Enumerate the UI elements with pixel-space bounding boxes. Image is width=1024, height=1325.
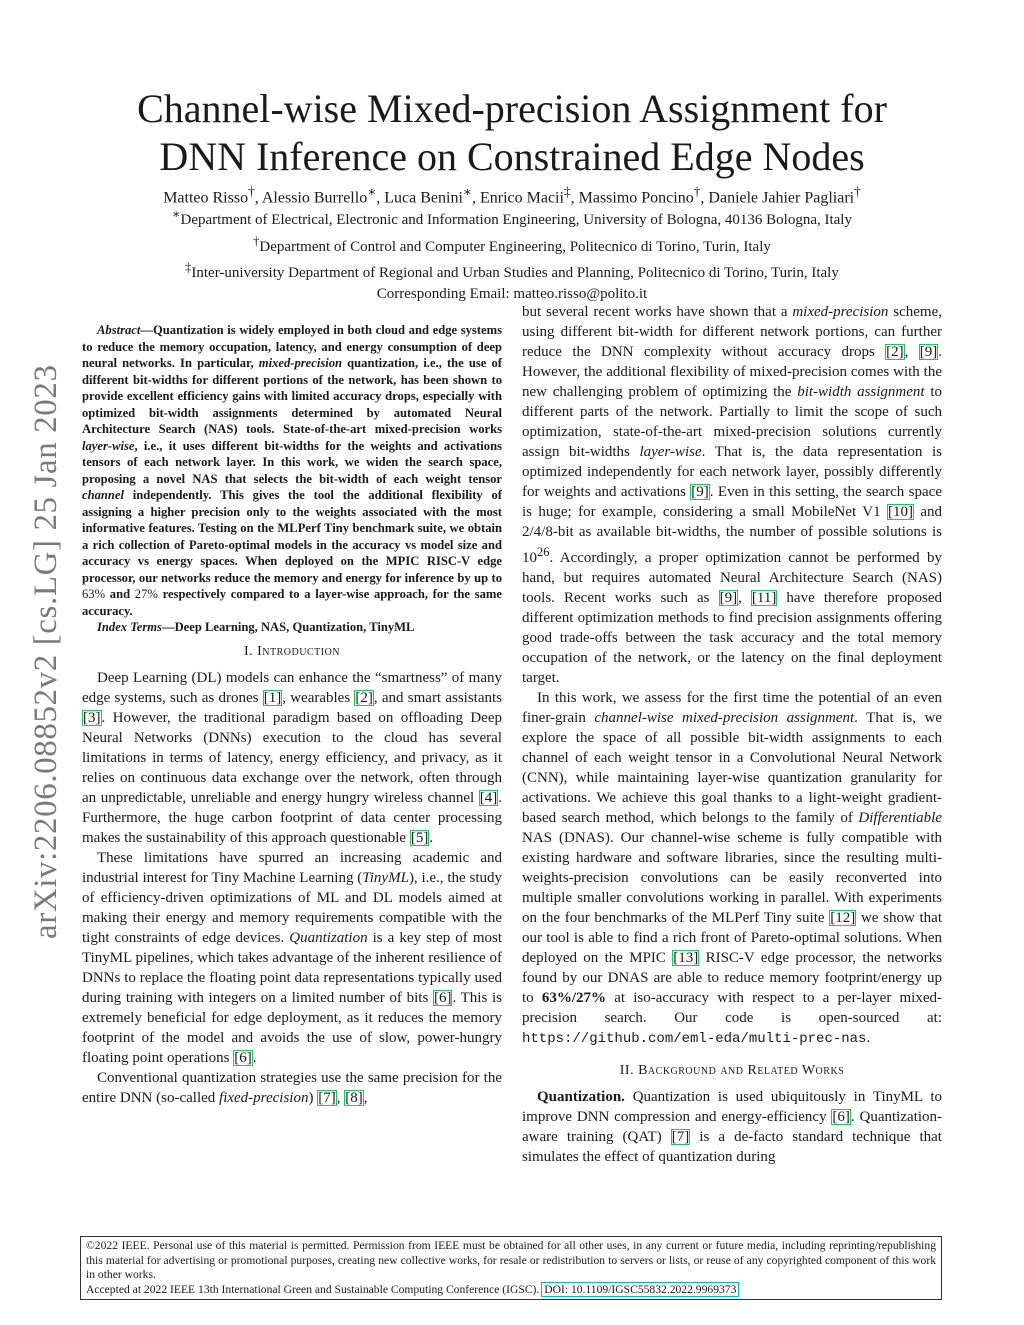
citation-link[interactable]: [6] [234,1049,252,1066]
emphasis: Differentiable [858,810,942,826]
abstract-text: and [105,587,135,601]
bold-result: 63%/27% [541,990,607,1006]
citation-link[interactable]: [9] [719,590,738,606]
author-mark: ∗ [462,184,472,199]
abstract-text: , i.e., it uses different bit-widths for the weights and activations tensors of each network layer. In this work, we widen the search space, proposing a novel NAS that selects the bit-width of each weight tensor [82,438,502,486]
text: NAS (DNAS). Our channel-wise scheme is fully compatible with existing hardware and software libraries, since the resulting multi-weights-precision convolutions can be easily reconverted into multiple smaller convolutions working in parallel. With experiments on the four benchmarks of the MLPerf Tiny suite [522,830,942,926]
section-heading-introduction [82,642,502,662]
author-mark: † [248,184,255,199]
text: . [252,1049,257,1066]
text: ), i.e., the study of efficiency-driven optimizations of ML and DL models aimed at making their energy and memory requirements compatible with the tight constraints of edge devices. [82,869,502,946]
citation-link[interactable]: [1] [263,689,282,706]
paragraph-heading: Quantization. [537,1089,625,1105]
index-terms [82,619,502,636]
citation-link[interactable]: [8] [345,1089,363,1106]
text: . That is, we explore the space of all possible bit-width assignments to each channel of each weight tensor in a Convolutional Neural Network (CNN), while maintaining layer-wise quantization granularity for activations. We achieve this goal thanks to a light-weight gradient-based search method, which belongs to the family of [522,710,942,826]
citation-link[interactable]: [3] [83,709,101,726]
text: In this work, we assess for the first time the potential of an even finer-grain [522,690,942,726]
title-line-1: Channel-wise Mixed-precision Assignment for [137,86,887,131]
text: , wearables [282,689,355,706]
text: , [738,590,751,606]
text: . Furthermore, the huge carbon footprint of data center processing makes the sustainability of this approach questionable [82,789,502,846]
citation-link[interactable]: [12] [830,910,856,926]
citation-link[interactable]: [2] [886,344,904,360]
text: RISC-V edge processor, the networks found by our DNAS are able to reduce memory footprint/energy up to [522,950,942,1006]
citation-link[interactable]: [10] [887,504,913,520]
citation-link[interactable]: [5] [410,829,429,846]
citation-link[interactable]: [6] [433,989,452,1006]
citation-link[interactable]: [7] [318,1089,336,1106]
citation-link[interactable]: [2] [355,689,373,706]
text: and 2/4/8-bit as available bit-widths, the number of possible solutions is [522,504,942,540]
abstract-number: 27% [134,587,158,601]
abstract-emphasis: mixed-precision [258,356,343,370]
author: Enrico Macii [479,189,564,207]
author-list: Matteo Risso†, Alessio Burrello∗, Luca Benini∗, Enrico Macii‡, Massimo Poncino†, Daniele Jahier Pagliari† [163,184,861,207]
citation-link[interactable]: [9] [691,484,709,500]
emphasis: layer-wise [639,444,702,460]
text: , [363,1089,368,1106]
intro-paragraph-2 [82,848,502,1068]
text: , and smart assistants [373,689,503,706]
text: is a key step of most TinyML pipelines, which takes advantage of the inherent resilience of DNNs to replace the floating point data representations typically used during training with integers on a limited number of bits [82,929,502,1006]
affiliations [80,204,944,304]
corresponding-email: Corresponding Email: matteo.risso@polito.it [376,285,648,302]
text: we show that our tool is able to find a rich front of Pareto-optimal solutions. When deployed on the MPIC [522,910,942,966]
citation-link[interactable]: [11] [751,590,777,606]
acceptance-text: Accepted at 2022 IEEE 13th International Green and Sustainable Computing Conference (IGSC). [86,1282,540,1296]
section-title: Introduction [257,643,341,659]
code-url[interactable]: https://github.com/eml-eda/multi-prec-nas [522,1031,867,1047]
text: . However, the additional flexibility of mixed-precision comes with the new challenging problem of optimizing the [522,344,943,400]
acceptance-line [86,1283,936,1298]
text: . Accordingly, a proper optimization cannot be performed by hand, but requires automated Neural Architecture Search (NAS) tools. Recent works such as [522,550,942,606]
emphasis: bit-width assignment [797,384,925,400]
math-base: 10 [522,550,537,566]
affiliation-polito-dauin [80,231,944,258]
citation-link[interactable]: [13] [673,950,699,966]
abstract-emphasis: channel [82,488,124,502]
text: have therefore proposed different optimization methods to find precision assignments offering good trade-offs between the task accuracy and the total memory occupation of the network, or the latency on the final deployment target. [522,590,943,686]
citation-link[interactable]: [9] [919,344,938,360]
doi-link[interactable]: DOI: 10.1109/IGSC55832.2022.9969373 [544,1282,737,1296]
text: , [336,1089,345,1106]
author: Luca Benini [384,189,463,207]
abstract-emphasis: layer-wise [82,438,135,453]
author-mark: † [693,184,701,199]
author: Daniele Jahier Pagliari [708,189,855,207]
affiliation-text: Department of Electrical, Electronic and Information Engineering, University of Bologna, 40136 Bologna, Italy [180,212,852,228]
intro-paragraph-1 [82,668,502,848]
text: . Even in this setting, the search space is huge; for example, considering a small MobileNet V1 [522,484,942,520]
text: . [866,1030,871,1046]
affiliation-mark: ∗ [172,207,181,221]
affiliation-mark: ‡ [185,260,192,274]
abstract-text: quantization, i.e., the use of different bit-widths for different portions of the network, has been shown to provide excellent efficiency gains with limited accuracy drops, especially with optimized bit-width assignments determined by automated Neural Architecture Search (NAS) tools. State-of-the-art mixed-precision works [82,356,502,436]
emphasis: TinyML [362,869,409,886]
abstract-text: independently. This gives the tool the additional flexibility of assigning a higher precision only to the weights associated with the most informative features. Testing on the MLPerf Tiny benchmark suite, we obtain a rich collection of Pareto-optimal models in the accuracy vs model size and accuracy vs energy spaces. When deployed on the MPIC RISC-V edge processor, our networks reduce the memory and energy for inference by up to [82,488,502,585]
index-terms-label: Index Terms [97,620,162,634]
abstract-label: Abstract [97,323,141,337]
text: . [429,829,434,846]
text: . Quantization-aware training (QAT) [522,1109,942,1145]
author: Alessio Burrello [261,189,368,207]
affiliation-text: Department of Control and Computer Engineering, Politecnico di Torino, Turin, Italy [259,238,771,255]
text: ) [308,1089,318,1106]
paper-title [80,85,944,181]
abstract-text: —Quantization is widely employed in both cloud and edge systems to reduce the memory occupation, latency, and energy consumption of deep neural networks. In particular, [82,323,502,370]
author-mark: ‡ [563,184,571,199]
author: Matteo Risso [163,189,249,207]
text: but several recent works have shown that a [522,304,793,320]
intro-paragraph-4 [522,688,942,1049]
intro-paragraph-3 [82,1068,502,1108]
emphasis: Quantization [289,929,368,946]
abstract-text: respectively compared to a layer-wise approach, for the same accuracy. [82,587,502,618]
index-terms-text: —Deep Learning, NAS, Quantization, TinyML [161,620,415,634]
title-line-2: DNN Inference on Constrained Edge Nodes [159,134,865,179]
background-paragraph-1 [522,1087,942,1167]
abstract [82,322,502,619]
text: . However, the traditional paradigm based on offloading Deep Neural Networks (DNNs) execution to the cloud has several limitations in terms of latency, energy efficiency, and privacy, as it relies on continuous data exchange over the network, often through an unpredictable, unreliable and energy hungry wireless channel [82,709,502,806]
left-column [82,322,502,1108]
emphasis: fixed-precision [219,1089,309,1106]
text: . That is, the data representation is optimized independently for each network layer, possibly differently for weights and activations [522,444,942,500]
citation-link[interactable]: [7] [671,1129,690,1145]
text: . This is extremely beneficial for edge deployment, as it reduces the memory footprint of the model and avoids the use of slow, power-hungry floating point operations [82,989,503,1066]
text: Quantization is used ubiquitously in TinyML to improve DNN compression and energy-efficiency [522,1089,942,1125]
text: to different parts of the network. Partially to limit the scope of such optimization, state-of-the-art mixed-precision solutions currently assign bit-widths [522,384,942,460]
abstract-number: 63% [82,587,106,601]
text: Deep Learning (DL) models can enhance the “smartness” of many edge systems, such as drones [82,669,502,706]
section-number: I. [243,643,258,659]
affiliation-text: Inter-university Department of Regional and Urban Studies and Planning, Politecnico di Torino, Turin, Italy [191,265,839,281]
citation-link[interactable]: [6] [832,1109,850,1125]
citation-link[interactable]: [4] [479,789,498,806]
text: at iso-accuracy with respect to a per-layer mixed-precision search. Our code is open-sourced at: [522,990,943,1026]
emphasis: mixed-precision [792,304,889,320]
copyright-text: ©2022 IEEE. Personal use of this material is permitted. Permission from IEEE must be obtained for all other uses, in any current or future media, including reprinting/republishing this material for advertising or promotional purposes, creating new collective works, for resale or redistribution to servers or lists, or reuse of any copyrighted component of this work in other works. [86,1239,936,1282]
emphasis: channel-wise mixed-precision assignment [594,710,855,726]
section-number: II. [619,1063,639,1078]
copyright-notice-box [80,1236,942,1300]
math-exponent: 26 [537,545,550,559]
affiliation-bologna [80,204,944,231]
author-mark: ∗ [367,184,377,199]
author: Massimo Poncino [578,189,694,207]
author-mark: † [854,184,861,199]
text: Conventional quantization strategies use the same precision for the entire DNN (so-called [82,1069,502,1106]
text: scheme, using different bit-width for different network portions, can further reduce the DNN complexity without accuracy drops [522,304,942,360]
right-column [522,302,942,1167]
arxiv-identifier: arXiv:2206.08852v2 [cs.LG] 25 Jan 2023 [28,364,64,940]
text: is a de-facto standard technique that simulates the effect of quantization during [522,1129,942,1165]
text: These limitations have spurred an increasing academic and industrial interest for Tiny Machine Learning ( [82,849,502,886]
intro-paragraph-3-cont [522,302,942,688]
text: , [904,344,919,360]
affiliation-polito-dist [80,257,944,284]
section-title: Background and Related Works [638,1063,845,1078]
section-heading-background [522,1061,942,1081]
affiliation-mark: † [253,233,260,248]
